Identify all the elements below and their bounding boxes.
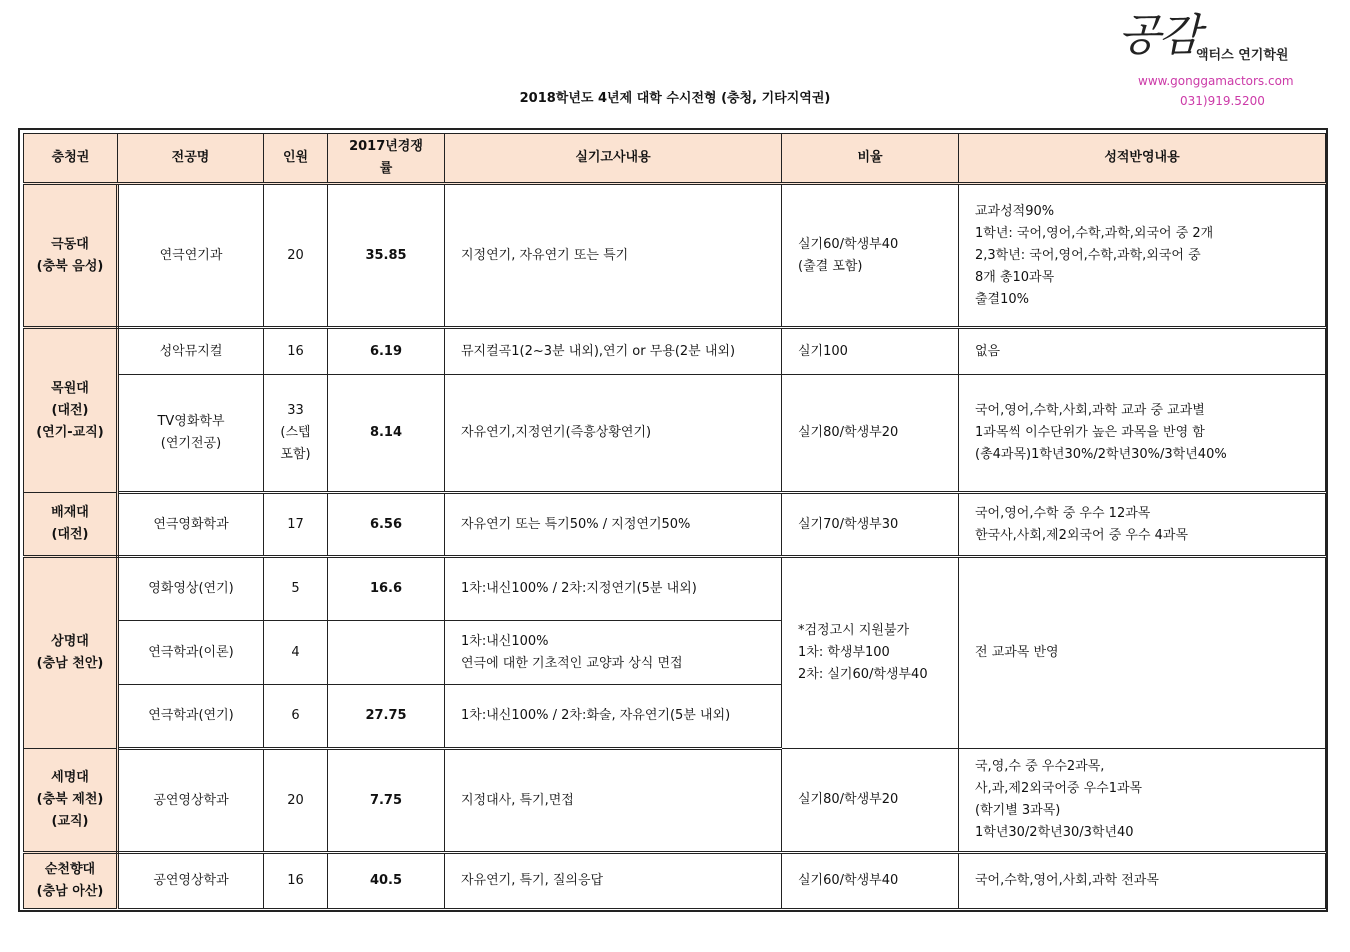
- major-cell: 공연영상학과: [118, 853, 264, 909]
- header-exam: 실기고사내용: [445, 134, 782, 184]
- ratio-cell: 실기80/학생부20: [782, 375, 959, 493]
- rate-cell: 8.14: [328, 375, 445, 493]
- major-cell: TV영화학부 (연기전공): [118, 375, 264, 493]
- count-cell: 5: [264, 557, 328, 621]
- rate-cell: 16.6: [328, 557, 445, 621]
- rate-cell: [328, 621, 445, 685]
- count-cell: 16: [264, 853, 328, 909]
- header-rate: 2017년경쟁률: [328, 134, 445, 184]
- grades-cell: 교과성적90% 1학년: 국어,영어,수학,과학,외국어 중 2개 2,3학년: 국어,영어,수학,과학,외국어 중 8개 총10과목 출결10%: [959, 184, 1326, 328]
- school-name: 세명대 (충북 제천) (교직): [24, 749, 118, 853]
- rate-cell: 40.5: [328, 853, 445, 909]
- header-row: [24, 134, 1326, 184]
- exam-cell: 1차:내신100% 연극에 대한 기초적인 교양과 상식 면접: [445, 621, 782, 685]
- major-cell: 성악뮤지컬: [118, 328, 264, 375]
- count-cell: 6: [264, 685, 328, 749]
- table-row: [24, 853, 1326, 909]
- exam-cell: 지정연기, 자유연기 또는 특기: [445, 184, 782, 328]
- header-major: 전공명: [118, 134, 264, 184]
- grades-cell: 없음: [959, 328, 1326, 375]
- count-cell: 17: [264, 493, 328, 557]
- count-cell: 16: [264, 328, 328, 375]
- exam-cell: 지정대사, 특기,면접: [445, 749, 782, 853]
- table-row: [24, 375, 1326, 493]
- brand-academy-name: 액터스 연기학원: [1196, 48, 1289, 63]
- rate-cell: 6.56: [328, 493, 445, 557]
- major-cell: 연극연기과: [118, 184, 264, 328]
- ratio-cell: 실기60/학생부40 (출결 포함): [782, 184, 959, 328]
- header-region: 충청권: [24, 134, 118, 184]
- major-cell: 연극학과(연기): [118, 685, 264, 749]
- exam-cell: 자유연기,지정연기(즉흥상황연기): [445, 375, 782, 493]
- brand-phone: 031)919.5200: [1180, 94, 1265, 108]
- table-row: [24, 493, 1326, 557]
- table-row: [24, 557, 1326, 621]
- grades-cell: 국어,영어,수학,사회,과학 교과 중 교과별 1과목씩 이수단위가 높은 과목을 반영 함 (총4과목)1학년30%/2학년30%/3학년40%: [959, 375, 1326, 493]
- grades-cell: 국어,수학,영어,사회,과학 전과목: [959, 853, 1326, 909]
- ratio-cell: 실기100: [782, 328, 959, 375]
- major-cell: 공연영상학과: [118, 749, 264, 853]
- brand-website-link[interactable]: www.gonggamactors.com: [1138, 74, 1294, 88]
- ratio-cell: 실기80/학생부20: [782, 749, 959, 853]
- header-grades: 성적반영내용: [959, 134, 1326, 184]
- grades-cell: 전 교과목 반영: [959, 557, 1326, 749]
- table-row: [24, 328, 1326, 375]
- ratio-cell: 실기70/학생부30: [782, 493, 959, 557]
- admissions-table-frame: [18, 128, 1328, 912]
- table-row: [24, 184, 1326, 328]
- count-cell: 4: [264, 621, 328, 685]
- ratio-cell: *검정고시 지원불가 1차: 학생부100 2차: 실기60/학생부40: [782, 557, 959, 749]
- grades-cell: 국,영,수 중 우수2과목, 사,과,제2외국어중 우수1과목 (학기별 3과목) 1학년30/2학년30/3학년40: [959, 749, 1326, 853]
- admissions-table: [23, 133, 1326, 909]
- rate-cell: 6.19: [328, 328, 445, 375]
- exam-cell: 1차:내신100% / 2차:화술, 자유연기(5분 내외): [445, 685, 782, 749]
- count-cell: 33 (스텝 포함): [264, 375, 328, 493]
- school-name: 순천향대 (충남 아산): [24, 853, 118, 909]
- major-cell: 연극학과(이론): [118, 621, 264, 685]
- school-name: 상명대 (충남 천안): [24, 557, 118, 749]
- table-row: [24, 749, 1326, 853]
- school-name: 목원대 (대전) (연기-교직): [24, 328, 118, 493]
- brand-logo: 공감: [1118, 10, 1200, 61]
- exam-cell: 자유연기 또는 특기50% / 지정연기50%: [445, 493, 782, 557]
- count-cell: 20: [264, 184, 328, 328]
- exam-cell: 1차:내신100% / 2차:지정연기(5분 내외): [445, 557, 782, 621]
- header-ratio: 비율: [782, 134, 959, 184]
- ratio-cell: 실기60/학생부40: [782, 853, 959, 909]
- rate-cell: 35.85: [328, 184, 445, 328]
- rate-cell: 7.75: [328, 749, 445, 853]
- major-cell: 영화영상(연기): [118, 557, 264, 621]
- page-title: 2018학년도 4년제 대학 수시전형 (충청, 기타지역권): [519, 91, 831, 106]
- header-count: 인원: [264, 134, 328, 184]
- rate-cell: 27.75: [328, 685, 445, 749]
- exam-cell: 뮤지컬곡1(2~3분 내외),연기 or 무용(2분 내외): [445, 328, 782, 375]
- major-cell: 연극영화학과: [118, 493, 264, 557]
- count-cell: 20: [264, 749, 328, 853]
- school-name: 극동대 (충북 음성): [24, 184, 118, 328]
- grades-cell: 국어,영어,수학 중 우수 12과목 한국사,사회,제2외국어 중 우수 4과목: [959, 493, 1326, 557]
- exam-cell: 자유연기, 특기, 질의응답: [445, 853, 782, 909]
- school-name: 배재대 (대전): [24, 493, 118, 557]
